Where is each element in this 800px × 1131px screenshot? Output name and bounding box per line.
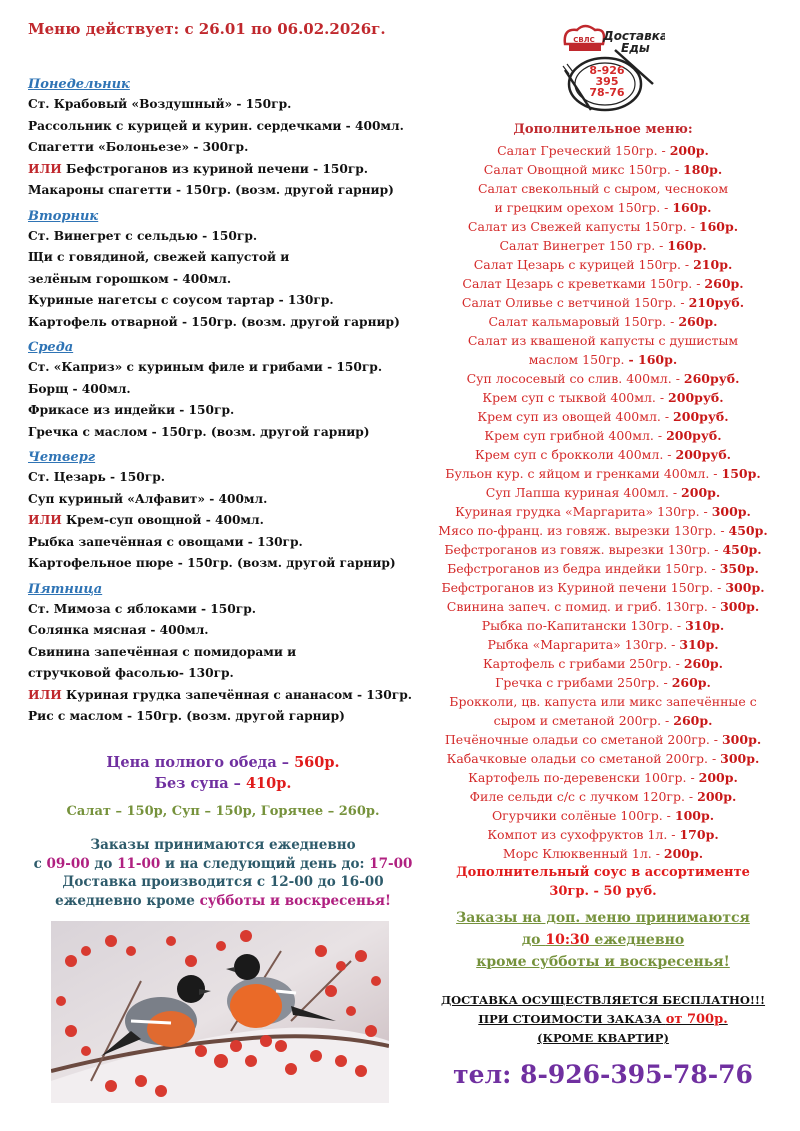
extra-menu-price: 200руб. [675,447,732,462]
menu-item [28,663,428,685]
menu-item-text: стручковой фасолью- 130гр. [28,666,234,680]
day-heading: Вторник [28,208,99,224]
no-soup-price: Без супа – 410р. [154,775,292,792]
extra-menu-price: 300р. [720,751,760,766]
extra-menu-item: Крем суп с брокколи 400мл. - 200руб. [474,447,732,462]
extra-menu-item: Свинина запеч. с помид. и гриб. 130гр. - 300р. [446,599,760,614]
sauce-line-2: 30гр. - 50 руб. [549,884,657,899]
extra-menu-item: Крем суп с тыквой 400мл. - 200руб. [482,390,724,405]
weekly-menu [28,70,428,728]
extra-menu-price: 300р. [725,580,765,595]
extra-menu-item: Суп лососевый со слив. 400мл. - 260руб. [466,371,740,386]
menu-item-text: Суп куриный «Алфавит» - 400мл. [28,491,268,506]
extra-menu-price: 310р. [679,637,719,652]
menu-item [28,312,428,334]
extra-menu-item: Крем суп грибной 400мл. - 200руб. [484,428,722,443]
extra-menu-price: 260р. [671,675,711,690]
day-heading: Четверг [28,450,96,465]
extra-menu-item: Бульон кур. с яйцом и гренками 400мл. - 150р. [445,466,761,481]
menu-item [28,642,428,664]
menu-item [28,357,428,379]
menu-item-text: Крем-суп овощной - 400мл. [61,513,264,527]
logo [555,22,665,117]
menu-item [28,226,428,248]
menu-item [28,400,428,422]
alternative-marker: ИЛИ [28,161,62,176]
logo-hat-text: СВЛС [573,36,595,44]
menu-item [28,137,428,159]
extra-menu-price: 260р. [704,276,744,291]
day-heading: Среда [28,340,74,355]
extra-menu-item: Салат Оливье с ветчиной 150гр. - 210руб. [461,295,745,310]
menu-item-text: Солянка мясная - 400мл. [28,623,209,637]
extra-menu-item: Салат Овощной микс 150гр. - 180р. [483,162,723,177]
extra-menu-item: Филе сельди с/с с лучком 120гр. - 200р. [469,789,737,804]
day-heading: Понедельник [28,77,130,92]
sauce-line-1: Дополнительный соус в ассортименте [456,865,750,880]
menu-item [28,94,428,116]
extra-menu-item: Мясо по-франц. из говяж. вырезки 130гр. - 450р. [438,523,768,538]
extra-menu-item: Салат Греческий 150гр. - 200р. [497,143,709,158]
menu-item-text: Ст. Цезарь - 150гр. [28,470,165,484]
extra-menu-price: 260р. [678,314,718,329]
menu-item [28,116,428,138]
extra-menu-price: 170р. [679,827,719,842]
day-heading: Пятница [28,581,103,597]
extra-menu-item: Огурчики солёные 100гр. - 100р. [491,808,715,823]
extra-menu-item: Куриная грудка «Маргарита» 130гр. - 300р. [455,504,751,519]
extra-orders-line-1: Заказы на доп. меню принимаются [456,910,750,926]
extra-menu-item: Салат из квашеной капусты с душистым [467,333,739,348]
extra-menu-price: 300р. [721,732,762,747]
order-line-1: Заказы принимаются ежедневно [90,837,356,853]
menu-validity-title: Меню действует: с 26.01 по 06.02.2026г. [28,20,386,38]
extra-menu-item: Рыбка «Маргарита» 130гр. - 310р. [487,637,719,652]
extra-menu-item: и грецким орехом 150гр. - 160р. [494,200,712,215]
extra-menu-price: 260р. [673,713,713,728]
extra-menu-price: 180р. [683,162,723,177]
menu-item [28,685,428,707]
extra-menu-price: 200р. [697,789,737,804]
order-line-3: Доставка производится с 12-00 до 16-00 [62,874,384,890]
extra-menu-item: Салат кальмаровый 150гр. - 260р. [488,314,718,329]
menu-item-text: Куриные нагетсы с соусом тартар - 130гр. [28,293,334,307]
extra-menu-item: Крем суп из овощей 400мл. - 200руб. [477,409,729,424]
menu-item-text: Рыбка запечённая с овощами - 130гр. [28,534,303,549]
menu-item [28,422,428,444]
logo-brand-line1: Доставка [603,29,665,43]
menu-item [28,489,428,511]
extra-menu-item: сыром и сметаной 200гр. - 260р. [493,713,713,728]
extra-menu-item: Морс Клюквенный 1л. - 200р. [502,846,704,861]
extra-menu-price: 200р. [663,846,704,861]
menu-item-text: Свинина запечённая с помидорами и [28,644,297,659]
extra-menu-item: Салат Винегрет 150 гр. - 160р. [499,238,707,253]
menu-item-text: Куриная грудка запечённая с ананасом - 130гр. [61,687,412,702]
extra-menu-price: 200руб. [668,390,724,405]
extra-orders-line-2: до 10:30 ежедневно [521,932,685,948]
menu-item-text: Спагетти «Болоньезе» - 300гр. [28,140,249,154]
extra-menu-price: 100р. [674,808,715,823]
alternative-marker: ИЛИ [28,687,62,702]
logo-phone-1: 8-926 [589,64,625,77]
menu-item-text: Ст. Крабовый «Воздушный» - 150гр. [28,97,292,111]
extra-menu-item: Кабачковые оладьи со сметаной 200гр. - 300р. [446,751,760,766]
extra-menu-item: маслом 150гр. - 160р. [528,352,678,367]
menu-item [28,553,428,575]
extra-menu-item: Бефстроганов из говяж. вырезки 130гр. - 450р. [444,542,762,557]
extra-menu-item: Салат из Свежей капусты 150гр. - 160р. [467,219,739,234]
menu-item [28,510,428,532]
order-line-4: ежедневно кроме субботы и воскресенья! [55,892,391,909]
menu-item-text: Фрикасе из индейки - 150гр. [28,403,235,417]
extra-menu-title: Дополнительное меню: [513,122,693,137]
extra-menu-price: 300р. [711,504,751,519]
extra-menu-price: 260руб. [683,371,740,386]
menu-item [28,467,428,489]
full-lunch-price: Цена полного обеда – 560р. [106,754,340,771]
menu-item-text: Макароны спагетти - 150гр. (возм. другой гарнир) [28,183,394,197]
extra-menu-item: Бефстроганов из бедра индейки 150гр. - 350р. [447,561,759,576]
menu-item [28,290,428,312]
extra-menu-item: Картофель по-деревенски 100гр. - 200р. [468,770,738,785]
menu-item [28,620,428,642]
extra-orders-line-3: кроме субботы и воскресенья! [476,954,730,970]
menu-item [28,599,428,621]
extra-menu-item: Картофель с грибами 250гр. - 260р. [482,656,724,671]
menu-item [28,269,428,291]
extra-menu-price: 210р. [693,257,733,272]
extra-menu-item: Суп Лапша куриная 400мл. - 200р. [485,485,721,500]
menu-item-text: Бефстроганов из куриной печени - 150гр. [61,161,369,176]
extra-menu [432,121,774,1048]
extra-menu-price: 150р. [721,466,761,481]
extra-menu-price: 200руб. [666,428,722,443]
extra-menu-price: 260р. [683,656,724,671]
menu-item-text: Гречка с маслом - 150гр. (возм. другой гарнир) [28,424,370,439]
extra-menu-item: Рыбка по-Капитански 130гр. - 310р. [481,618,725,633]
extra-menu-item: Брокколи, цв. капуста или микс запечённые с [449,694,757,709]
menu-item [28,532,428,554]
extra-menu-item: Гречка с грибами 250гр. - 260р. [495,675,711,690]
menu-item-text: Рис с маслом - 150гр. (возм. другой гарнир) [28,709,345,723]
extra-menu-price: 200р. [669,143,709,158]
menu-item [28,247,428,269]
menu-item-text: зелёным горошком - 400мл. [28,271,232,286]
delivery-line-1: ДОСТАВКА ОСУЩЕСТВЛЯЕТСЯ БЕСПЛАТНО!!! [440,993,766,1007]
delivery-line-3: (КРОМЕ КВАРТИР) [537,1031,669,1045]
extra-menu-price: - 160р. [628,352,678,367]
extra-menu-item: Печёночные оладьи со сметаной 200гр. - 300р. [444,732,762,747]
menu-item [28,159,428,181]
extra-menu-item: Салат свекольный с сыром, чесноком [477,181,729,196]
extra-menu-price: 200р. [681,485,721,500]
menu-item [28,706,428,728]
extra-menu-price: 450р. [722,542,762,557]
extra-menu-price: 210руб. [688,295,745,310]
extra-menu-price: 160р. [667,238,707,253]
menu-item-text: Картофельное пюре - 150гр. (возм. другой гарнир) [28,556,396,570]
logo-phone-3: 78-76 [589,86,625,99]
extra-menu-item: Салат Цезарь с креветками 150гр. - 260р. [462,276,744,291]
menu-item-text: Щи с говядиной, свежей капустой и [28,250,290,264]
extra-menu-price: 300р. [720,599,760,614]
extra-menu-item: Салат Цезарь с курицей 150гр. - 210р. [473,257,733,272]
alternative-marker: ИЛИ [28,513,62,527]
extra-menu-price: 310р. [685,618,725,633]
extra-menu-price: 160р. [698,219,739,234]
order-info [28,836,418,910]
extra-menu-item: Компот из сухофруктов 1л. - 170р. [487,827,719,842]
logo-phone-2: 395 [595,75,619,88]
menu-item-text: Борщ - 400мл. [28,381,131,396]
menu-item [28,180,428,202]
part-prices: Салат – 150р, Суп – 150р, Горячее – 260р. [66,804,380,819]
menu-item-text: Ст. «Каприз» с куриным филе и грибами - 150гр. [28,360,383,374]
logo-brand-line2: Еды [621,41,650,55]
menu-item-text: Картофель отварной - 150гр. (возм. другой гарнир) [28,314,400,329]
pricing-block [28,752,418,794]
order-line-2: с 09-00 до 11-00 и на следующий день до: 17-00 [33,855,413,872]
menu-item [28,379,428,401]
bullfinches-photo [51,921,389,1103]
extra-menu-item: Бефстроганов из Куриной печени 150гр. - 300р. [441,580,765,595]
extra-menu-price: 200руб. [673,409,729,424]
contact-phone[interactable]: тел: 8-926-395-78-76 [453,1060,753,1089]
extra-menu-price: 350р. [719,561,759,576]
menu-item-text: Ст. Винегрет с сельдью - 150гр. [28,228,258,243]
extra-menu-price: 450р. [728,523,768,538]
delivery-line-2: ПРИ СТОИМОСТИ ЗАКАЗА от 700р. [478,1012,728,1027]
extra-menu-price: 200р. [698,770,738,785]
menu-item-text: Рассольник с курицей и курин. сердечками - 400мл. [28,118,404,133]
menu-item-text: Ст. Мимоза с яблоками - 150гр. [28,601,256,616]
extra-menu-price: 160р. [672,200,712,215]
